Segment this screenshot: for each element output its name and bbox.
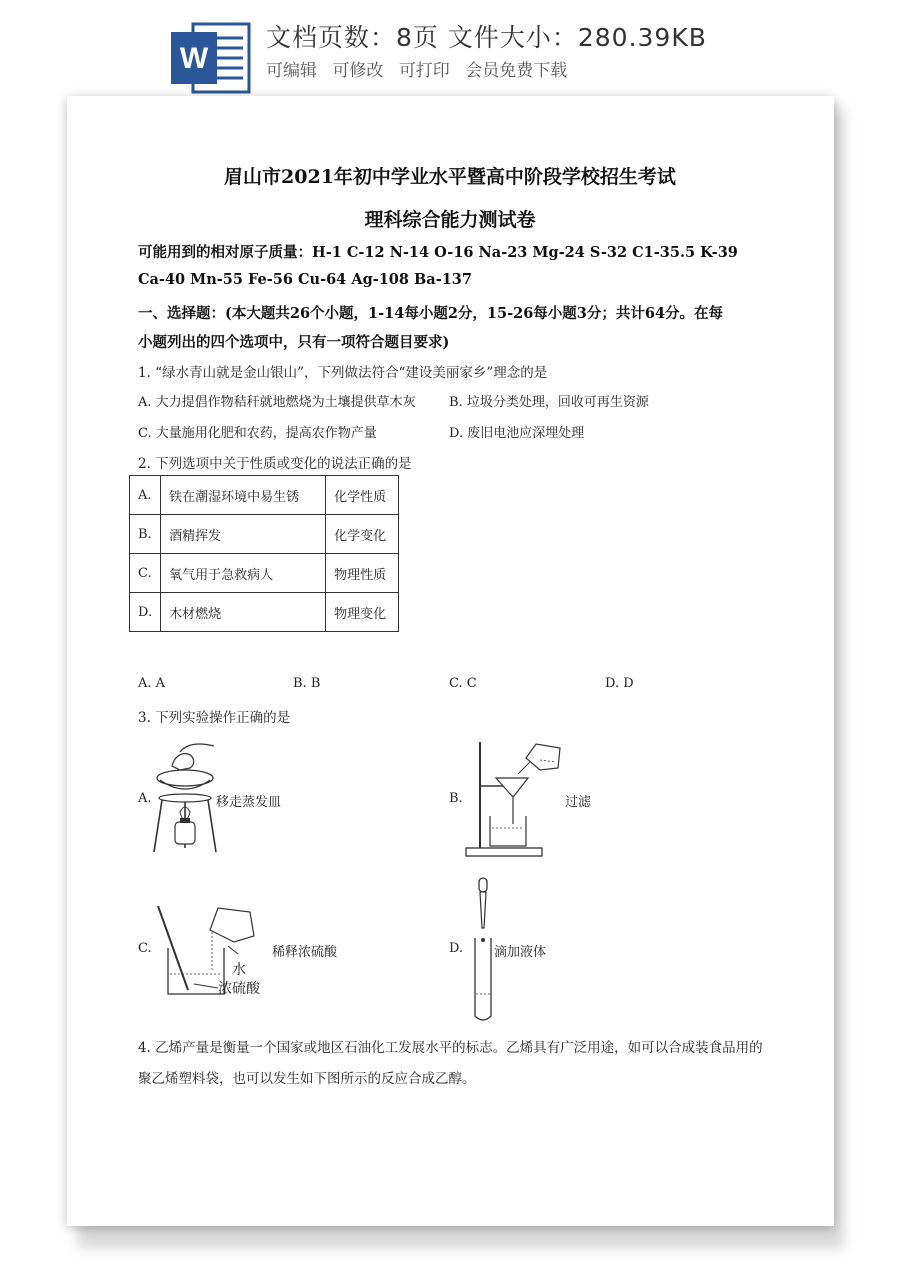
table-cell: 铁在潮湿环境中易生锈 xyxy=(161,476,326,515)
section-heading-1: 一、选择题：(本大题共26个小题，1-14每小题2分，15-26每小题3分；共计64分。在每 xyxy=(138,305,724,322)
table-row xyxy=(130,476,399,515)
q4-line-1: 4. 乙烯产量是衡量一个国家或地区石油化工发展水平的标志。乙烯具有广泛用途，如可以合成装食品用的 xyxy=(138,1040,763,1056)
q3-c-label: C. xyxy=(138,941,152,956)
q1-option-b: B. 垃圾分类处理，回收可再生资源 xyxy=(449,395,649,410)
action-free-download[interactable]: 会员免费下载 xyxy=(465,61,568,81)
document-actions xyxy=(266,56,577,81)
q2-option-c: C. C xyxy=(449,676,477,691)
q3-c-water-label: 水 xyxy=(232,962,246,978)
action-editable: 可编辑 xyxy=(266,61,317,81)
header-banner xyxy=(0,0,900,96)
q3-b-text: 过滤 xyxy=(565,795,592,810)
evaporating-dish-figure xyxy=(150,740,220,855)
q2-stem: 2. 下列选项中关于性质或变化的说法正确的是 xyxy=(138,456,412,472)
q2-option-a: A. A xyxy=(138,676,166,691)
q1-option-d: D. 废旧电池应深埋处理 xyxy=(449,426,585,441)
table-cell: A. xyxy=(130,476,161,515)
table-row xyxy=(130,515,399,554)
q1-stem: 1. “绿水青山就是金山银山”，下列做法符合“建设美丽家乡”理念的是 xyxy=(138,365,548,381)
table-row xyxy=(130,593,399,632)
section-heading-2: 小题列出的四个选项中，只有一项符合题目要求) xyxy=(138,334,450,351)
q2-table xyxy=(129,475,399,632)
exam-title: 眉山市2021年初中学业水平暨高中阶段学校招生考试 xyxy=(224,166,676,188)
q2-option-b: B. B xyxy=(293,676,321,691)
table-cell: C. xyxy=(130,554,161,593)
q2-option-d: D. D xyxy=(605,676,634,691)
word-document-icon xyxy=(171,22,251,94)
table-cell: 酒精挥发 xyxy=(161,515,326,554)
table-cell: B. xyxy=(130,515,161,554)
q3-c-acid-label: 浓硫酸 xyxy=(218,981,260,997)
table-row xyxy=(130,554,399,593)
q3-a-label: A. xyxy=(138,791,152,806)
table-cell: 氧气用于急救病人 xyxy=(161,554,326,593)
table-cell: 化学性质 xyxy=(326,476,399,515)
q3-a-text: 移走蒸发皿 xyxy=(216,795,282,810)
document-info: 文档页数：8页 文件大小：280.39KB xyxy=(266,23,707,52)
q3-c-text: 稀释浓硫酸 xyxy=(272,945,338,960)
table-cell: 物理性质 xyxy=(326,554,399,593)
filtration-figure xyxy=(464,738,564,858)
table-cell: 化学变化 xyxy=(326,515,399,554)
table-cell: 木材燃烧 xyxy=(161,593,326,632)
table-cell: 物理变化 xyxy=(326,593,399,632)
exam-subtitle: 理科综合能力测试卷 xyxy=(364,209,536,231)
atomic-mass-line-1: 可能用到的相对原子质量：H-1 C-12 N-14 O-16 Na-23 Mg-24 S-32 C1-35.5 K-39 xyxy=(138,244,738,261)
action-printable: 可打印 xyxy=(398,61,450,81)
atomic-mass-line-2: Ca-40 Mn-55 Fe-56 Cu-64 Ag-108 Ba-137 xyxy=(138,271,472,288)
q3-stem: 3. 下列实验操作正确的是 xyxy=(138,710,291,726)
q1-option-a: A. 大力提倡作物秸秆就地燃烧为土壤提供草木灰 xyxy=(138,395,416,410)
svg-text:W: W xyxy=(179,42,209,75)
q3-b-label: B. xyxy=(449,791,463,806)
q3-d-label: D. xyxy=(449,941,464,956)
q3-d-text: 滴加液体 xyxy=(494,945,547,960)
action-modifiable: 可修改 xyxy=(332,61,384,81)
document-page xyxy=(67,96,834,1226)
table-cell: D. xyxy=(130,593,161,632)
q1-option-c: C. 大量施用化肥和农药，提高农作物产量 xyxy=(138,426,377,441)
q4-line-2: 聚乙烯塑料袋，也可以发生如下图所示的反应合成乙醇。 xyxy=(138,1071,476,1087)
